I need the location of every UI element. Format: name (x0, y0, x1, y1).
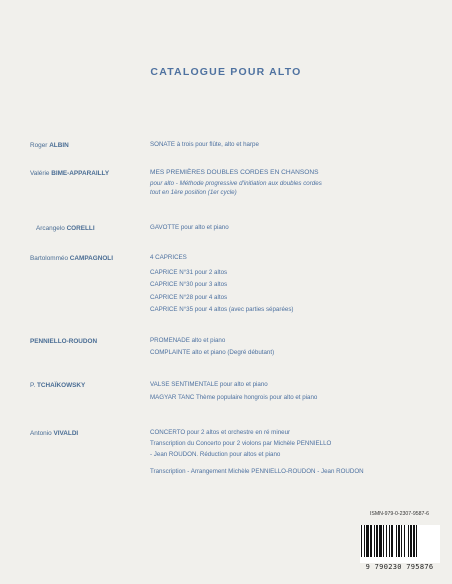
composer-last-name: CAMPAGNOLI (69, 255, 113, 262)
work-line: COMPLAINTE alto et piano (Degré débutant) (150, 349, 275, 357)
composer-first-name: Bartolomméo (30, 255, 69, 262)
work-line: PROMENADE alto et piano (150, 337, 226, 344)
barcode-stripe (396, 525, 397, 557)
work-line: - Jean ROUDON. Réduction pour altos et piano (150, 451, 281, 459)
work-line: CAPRICE N°30 pour 3 altos (150, 281, 228, 289)
ismn-number: ISMN-979-0-2307-9587-6 (369, 511, 430, 517)
composer-first-name: P. (30, 382, 36, 389)
work-line: 4 CAPRICES (150, 254, 187, 261)
works-list (150, 255, 430, 313)
work-line: VALSE SENTIMENTALE pour alto et piano (150, 381, 268, 388)
works-list (150, 338, 430, 356)
barcode-stripe (401, 525, 402, 557)
work-line: pour alto - Méthode progressive d'initiation aux doubles cordes (150, 179, 322, 187)
works-list (150, 430, 430, 475)
barcode-stripe (391, 525, 393, 557)
barcode-block (355, 511, 444, 573)
barcode-stripe (404, 525, 405, 557)
work-line: GAVOTTE pour alto et piano (150, 224, 229, 231)
works-list (150, 170, 430, 196)
work-line: CONCERTO pour 2 altos et orchestre en ré mineur (150, 429, 291, 436)
barcode-stripe (376, 525, 378, 557)
work-line: Transcription - Arrangement Michèle PENNIELLO-ROUDON - Jean ROUDON (150, 467, 364, 475)
work-line: MES PREMIÈRES DOUBLES CORDES EN CHANSONS (150, 169, 319, 176)
barcode-stripe (366, 525, 369, 557)
work-line: CAPRICE N°35 pour 4 altos (avec parties séparées) (150, 305, 294, 313)
page-title: CATALOGUE POUR ALTO (150, 66, 302, 78)
barcode-stripe (413, 525, 415, 557)
works-list (150, 382, 430, 401)
barcode-stripe (398, 525, 400, 557)
barcode-icon (360, 525, 440, 563)
barcode-stripe (364, 525, 365, 557)
work-line: MAGYAR TANC Thème populaire hongrois pour alto et piano (150, 394, 318, 402)
work-line: Transcription du Concerto pour 2 violons par Michèle PENNIELLO (150, 440, 332, 448)
composer-first-name: Arcangelo (36, 225, 65, 232)
barcode-stripe (410, 525, 412, 557)
composer-first-name: Antonio (30, 430, 52, 437)
work-line: CAPRICE N°28 pour 4 altos (150, 293, 228, 301)
barcode-stripe (383, 525, 384, 557)
composer-last-name: TCHAÏKOWSKY (37, 382, 86, 389)
composer-last-name: VIVALDI (53, 430, 79, 437)
composer-first-name: Roger (30, 142, 48, 149)
barcode-stripe (389, 525, 390, 557)
composer-name (30, 255, 148, 262)
composer-last-name: CORELLI (66, 225, 95, 232)
work-line: CAPRICE N°31 pour 2 altos (150, 269, 228, 277)
work-line: tout en 1ère position (1er cycle) (150, 188, 237, 196)
composer-name (30, 382, 148, 389)
works-list (150, 225, 430, 231)
barcode-stripe (408, 525, 409, 557)
composer-last-name: PENNIELLO-ROUDON (30, 338, 98, 345)
barcode-stripe (416, 525, 417, 557)
composer-name (30, 142, 148, 149)
barcode-stripe (374, 525, 375, 557)
composer-name (36, 225, 154, 232)
barcode-stripe (361, 525, 362, 557)
barcode-stripe (386, 525, 387, 557)
barcode-stripe (370, 525, 372, 557)
composer-first-name: Valérie (30, 170, 50, 177)
composer-last-name: ALBIN (49, 142, 69, 149)
composer-name (30, 170, 148, 177)
composer-name (30, 338, 148, 345)
work-line: SONATE à trois pour flûte, alto et harpe (150, 141, 259, 148)
barcode-digits: 9 790230 795876 (365, 563, 434, 571)
barcode-stripe (379, 525, 382, 557)
composer-last-name: BIME-APPARAILLY (51, 170, 110, 177)
works-list (150, 142, 430, 148)
composer-name (30, 430, 148, 437)
